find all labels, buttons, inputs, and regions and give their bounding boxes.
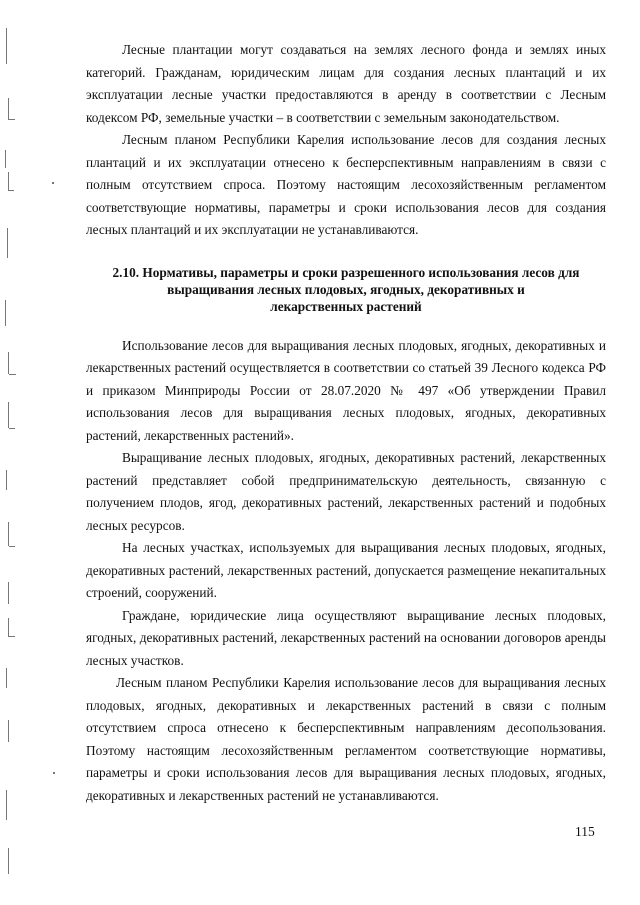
page-number: 115 [575, 824, 595, 839]
section-heading-line-3: лекарственных растений [270, 298, 422, 314]
paragraph-non-capital-structures: На лесных участках, используемых для выращивания лесных плодовых, ягодных, декоративных растений, лекарственных растений, допускается размещение некапитальных строений, сооружений. [86, 540, 606, 600]
section-heading-2-10 [86, 264, 606, 315]
section-heading-line-2: выращивания лесных плодовых, ягодных, декоративных и [167, 281, 525, 297]
page-content [86, 39, 606, 807]
paragraph-lease-agreements: Граждане, юридические лица осуществляют выращивание лесных плодовых, ягодных, декоративных растений, лекарственных растений на основании договоров аренды лесных участков. [86, 607, 606, 668]
paragraph-karelia-plan-cultivation: Лесным планом Республики Карелия использование лесов для выращивания лесных плодовых, ягодных, декоративных и лекарственных растений в связи с полным отсутствием спроса отнесено к бесперспективным направлениям десопользования. Поэтому настоящим лесохозяйственным регламентом соответствующие нормативы, параметры и сроки использования лесов для выращивания лесных плодовых, ягодных, декоративных и лекарственных растений не устанавливаются. [86, 675, 606, 803]
paragraph-plantations-karelia-plan: Лесным планом Республики Карелия использование лесов для создания лесных плантаций и их эксплуатации отнесено к бесперспективным направлениям в связи с полным отсутствием спроса. Поэтому настоящим лесохозяйственным регламентом соответствующие нормативы, параметры и сроки использования лесов для создания лесных плантаций и их эксплуатации не устанавливаются. [86, 132, 606, 237]
paragraph-cultivation-definition: Выращивание лесных плодовых, ягодных, декоративных растений, лекарственных растений представляет собой предпринимательскую деятельность, связанную с получением плодов, ягод, декоративных растений, лекарственных растений и подобных лесных ресурсов. [86, 450, 606, 533]
section-heading-line-1: 2.10. Нормативы, параметры и сроки разрешенного использования лесов для [112, 264, 580, 280]
paragraph-article-39: Использование лесов для выращивания лесных плодовых, ягодных, декоративных и лекарственных растений осуществляется в соответствии со статьей 39 Лесного кодекса РФ и приказом Минприроды России от 28.07.2020 № 497 «Об утверждении Правил использования лесов для выращивания лесных плодовых, ягодных, декоративных растений, лекарственных растений». [86, 337, 606, 443]
paragraph-plantations-lands: Лесные плантации могут создаваться на землях лесного фонда и землях иных категорий. Гражданам, юридическим лицам для создания лесных плантаций и их эксплуатации лесные участки предоставляются в аренду в соответствии с Лесным кодексом РФ, земельные участки – в соответствии с земельным законодательством. [86, 42, 606, 125]
scan-edge-artifacts [0, 0, 40, 905]
